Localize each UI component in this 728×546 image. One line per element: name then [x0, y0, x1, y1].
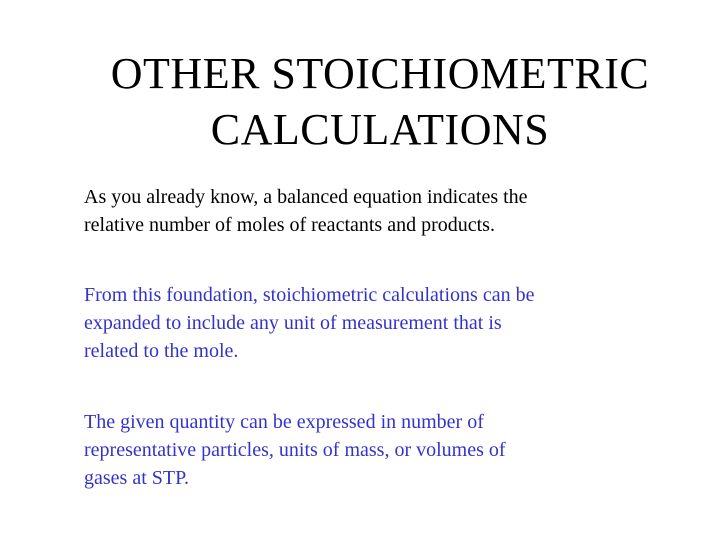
paragraph-line: As you already know, a balanced equation indicates the [84, 186, 528, 208]
paragraph-line: The given quantity can be expressed in number of [84, 411, 484, 433]
paragraph-line: representative particles, units of mass, or volumes of [84, 439, 506, 461]
paragraph-line: expanded to include any unit of measurement that is [84, 312, 502, 334]
paragraph-line: related to the mole. [84, 340, 239, 362]
slide-title-line: CALCULATIONS [210, 105, 550, 154]
paragraph-line: gases at STP. [84, 467, 189, 489]
paragraph-moles-intro [84, 183, 664, 239]
slide-title [60, 46, 700, 158]
paragraph-given-quantity [84, 408, 664, 492]
slide-title-line: OTHER STOICHIOMETRIC [110, 49, 650, 98]
paragraph-line: From this foundation, stoichiometric calculations can be [84, 284, 535, 306]
paragraph-foundation [84, 281, 664, 365]
paragraph-line: relative number of moles of reactants and products. [84, 214, 495, 236]
